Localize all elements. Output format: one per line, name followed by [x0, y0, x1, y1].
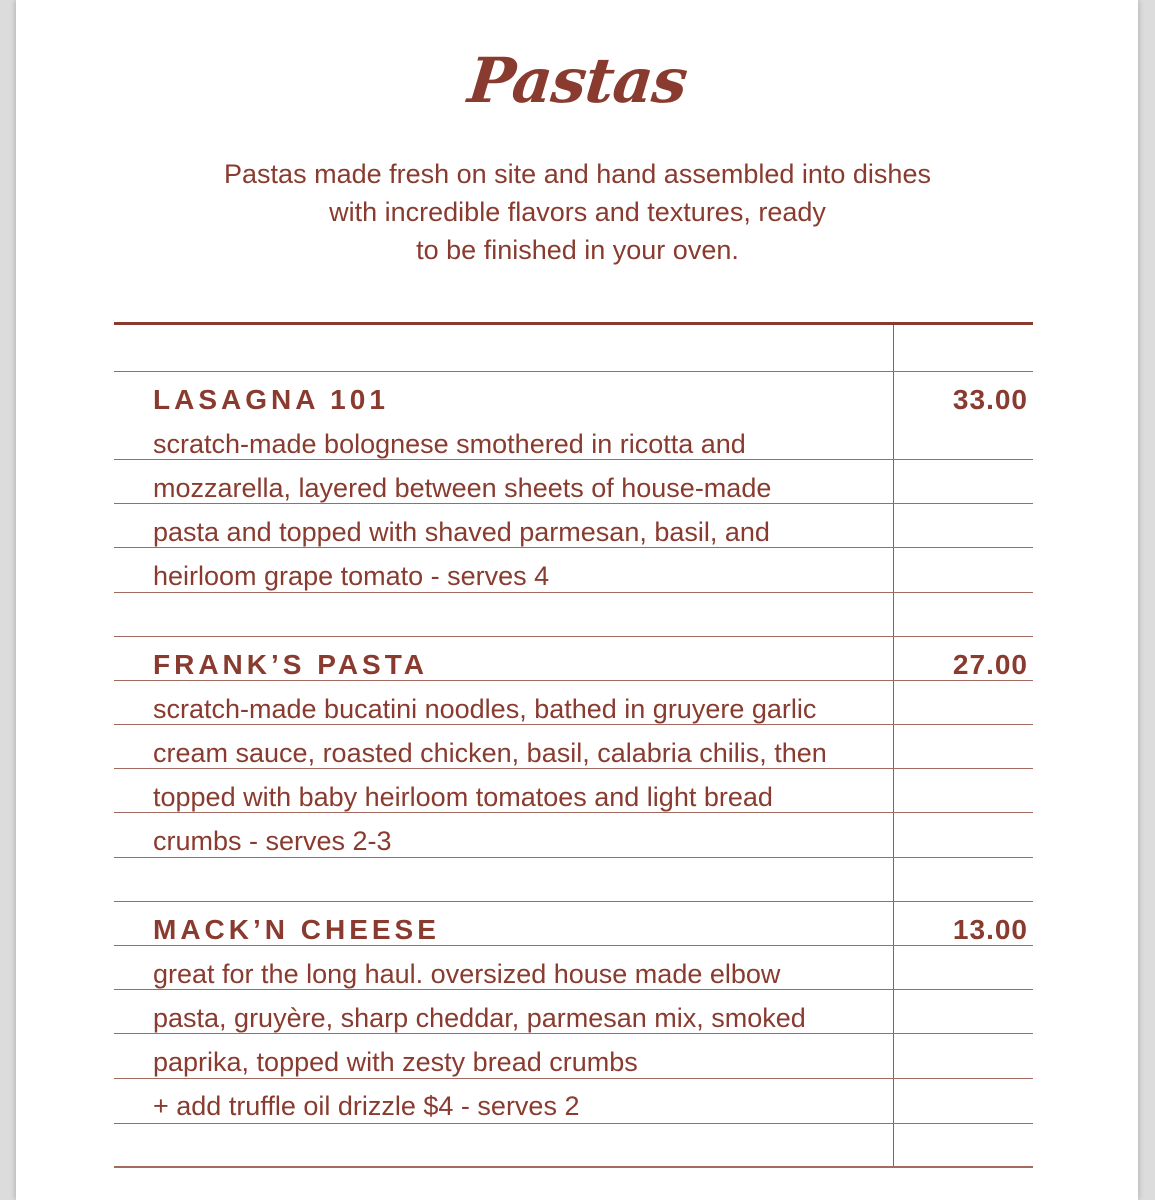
ruled-line [114, 636, 1033, 637]
page-title: Pastas [464, 44, 691, 117]
intro-text [0, 155, 1155, 269]
price-column-divider [893, 325, 894, 1168]
menu-item-name: FRANK’S PASTA [153, 649, 428, 680]
menu-item-price: 13.00 [952, 914, 1028, 945]
menu-item-description-line: heirloom grape tomato - serves 4 [153, 561, 550, 591]
menu-item-description-line: pasta and topped with shaved parmesan, basil, and [153, 517, 770, 547]
menu-item-description-line: crumbs - serves 2-3 [153, 826, 392, 856]
menu-item-price: 27.00 [952, 649, 1028, 680]
ruled-line [114, 371, 1033, 372]
menu-item-description-line: topped with baby heirloom tomatoes and light bread [153, 782, 773, 812]
menu-item-description-line: scratch-made bolognese smothered in ricotta and [153, 429, 746, 459]
menu-item-description-line: scratch-made bucatini noodles, bathed in gruyere garlic [153, 694, 817, 724]
menu-item-description-line: mozzarella, layered between sheets of house-made [153, 473, 772, 503]
bottom-rule [114, 1166, 1033, 1168]
menu-item-price: 33.00 [952, 384, 1028, 415]
intro-line: to be finished in your oven. [416, 235, 739, 265]
ruled-line [114, 901, 1033, 902]
intro-line: with incredible flavors and textures, ready [329, 197, 826, 227]
top-rule [114, 322, 1033, 325]
intro-line: Pastas made fresh on site and hand assembled into dishes [224, 159, 931, 189]
menu-item-description-line: + add truffle oil drizzle $4 - serves 2 [153, 1091, 580, 1121]
menu-item-description-line: pasta, gruyère, sharp cheddar, parmesan mix, smoked [153, 1003, 806, 1033]
menu-item-name: LASAGNA 101 [153, 384, 389, 415]
menu-item-description-line: cream sauce, roasted chicken, basil, calabria chilis, then [153, 738, 827, 768]
menu-item-description-line: paprika, topped with zesty bread crumbs [153, 1047, 638, 1077]
menu-item-description-line: great for the long haul. oversized house made elbow [153, 959, 781, 989]
menu-item-name: MACK’N CHEESE [153, 914, 440, 945]
